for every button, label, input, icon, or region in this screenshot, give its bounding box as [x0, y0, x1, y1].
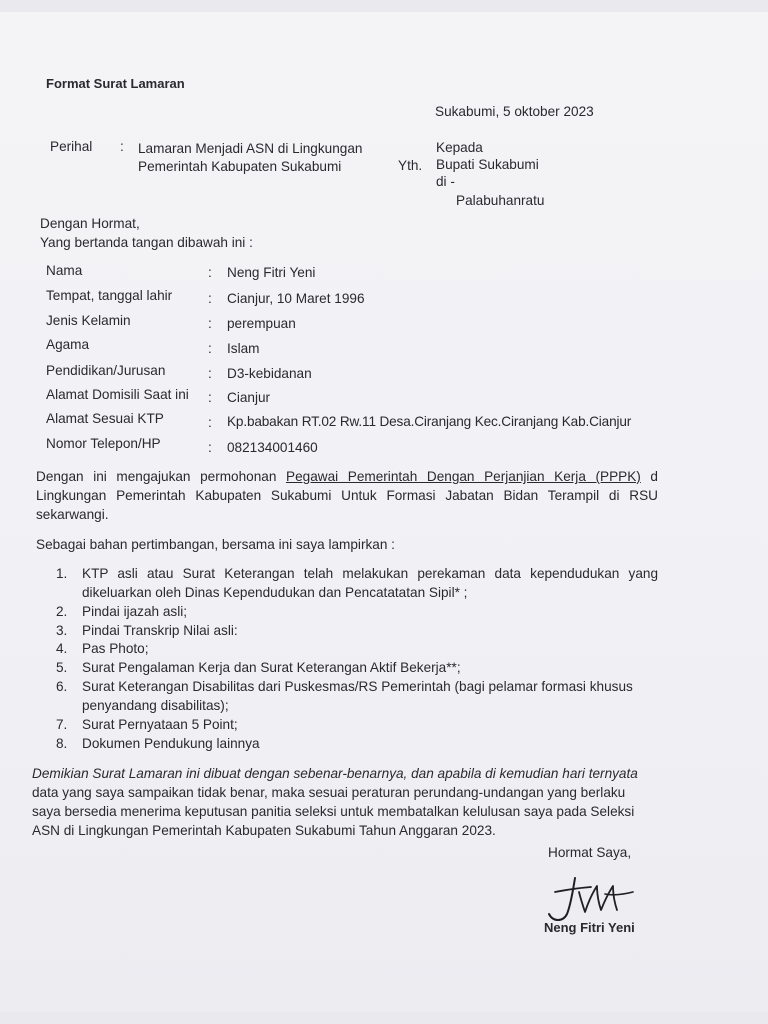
intro-paragraph-line-1: Dengan ini mengajukan permohonan Pegawai Pemerintah Dengan Perjanjian Kerja (PPPK) d — [36, 469, 658, 484]
list-item-number: 8. — [56, 736, 68, 751]
field-value-nama: Neng Fitri Yeni — [227, 265, 316, 280]
list-item-text: Pindai ijazah asli; — [82, 604, 188, 619]
field-colon: : — [208, 316, 212, 331]
letter-page — [0, 12, 768, 1012]
field-label-ttl: Tempat, tanggal lahir — [46, 288, 173, 303]
field-colon: : — [208, 341, 212, 356]
recipient-di: di - — [436, 174, 455, 189]
closing-salutation: Hormat Saya, — [548, 845, 632, 860]
list-item-text-cont: dikeluarkan oleh Dinas Kependudukan dan Pencatatatan Sipil* ; — [82, 585, 468, 600]
closing-paragraph-line-3: saya bersedia menerima keputusan panitia seleksi untuk membatalkan kelulusan saya pada Seleksi — [32, 804, 635, 819]
document-title: Format Surat Lamaran — [46, 76, 185, 91]
field-label-agama: Agama — [46, 337, 90, 352]
recipient-yth: Yth. — [398, 158, 423, 173]
list-item-text: Surat Pernyataan 5 Point; — [82, 717, 238, 732]
closing-paragraph-line-1: Demikian Surat Lamaran ini dibuat dengan sebenar-benarnya, dan apabila di kemudian hari ternyata — [32, 766, 638, 781]
recipient-kepada: Kepada — [436, 140, 483, 155]
list-item-text: Surat Pengalaman Kerja dan Surat Keterangan Aktif Bekerja**; — [82, 660, 461, 675]
field-label-domisili: Alamat Domisili Saat ini — [46, 387, 189, 402]
greeting-intro: Yang bertanda tangan dibawah ini : — [40, 235, 253, 250]
letter-date: Sukabumi, 5 oktober 2023 — [435, 104, 594, 119]
list-item-text: Dokumen Pendukung lainnya — [82, 736, 260, 751]
field-value-domisili: Cianjur — [227, 390, 271, 405]
greeting: Dengan Hormat, — [40, 216, 140, 231]
field-value-telepon: 082134001460 — [227, 440, 318, 455]
field-label-jenis-kelamin: Jenis Kelamin — [46, 313, 131, 328]
perihal-label: Perihal — [50, 139, 93, 154]
field-label-alamat-ktp: Alamat Sesuai KTP — [46, 411, 164, 426]
field-label-nama: Nama — [46, 263, 83, 278]
closing-paragraph-line-4: ASN di Lingkungan Pemerintah Kabupaten Sukabumi Tahun Anggaran 2023. — [32, 823, 496, 838]
list-item-text: Surat Keterangan Disabilitas dari Puskesmas/RS Pemerintah (bagi pelamar formasi khusus — [82, 679, 633, 694]
recipient-name: Bupati Sukabumi — [436, 157, 539, 172]
pppk-underlined: Pegawai Pemerintah Dengan Perjanjian Kerja (PPPK) — [286, 469, 641, 484]
field-colon: : — [208, 390, 212, 405]
signatory-name: Neng Fitri Yeni — [544, 920, 635, 935]
list-item-number: 6. — [56, 679, 68, 694]
field-colon: : — [208, 265, 212, 280]
intro-paragraph-line-3: sekarwangi. — [36, 507, 109, 522]
field-colon: : — [208, 440, 212, 455]
list-item-text: KTP asli atau Surat Keterangan telah melakukan perekaman data kependudukan yang — [82, 566, 658, 581]
list-item-text-cont: penyandang disabilitas); — [82, 698, 229, 713]
list-item-number: 4. — [56, 641, 68, 656]
intro-paragraph-line-2: Lingkungan Pemerintah Kabupaten Sukabumi Untuk Formasi Jabatan Bidan Terampil di RSU — [36, 488, 658, 503]
field-colon: : — [208, 415, 212, 430]
closing-paragraph-line-2: data yang saya sampaikan tidak benar, maka sesuai peraturan perundang-undangan yang berlaku — [32, 785, 626, 800]
field-value-jenis-kelamin: perempuan — [227, 316, 296, 331]
field-label-pendidikan: Pendidikan/Jurusan — [46, 363, 166, 378]
perihal-colon: : — [120, 139, 124, 154]
field-label-telepon: Nomor Telepon/HP — [46, 436, 161, 451]
field-colon: : — [208, 291, 212, 306]
list-item-number: 5. — [56, 660, 68, 675]
field-value-agama: Islam — [227, 341, 260, 356]
list-item-number: 7. — [56, 717, 68, 732]
perihal-line-1: Lamaran Menjadi ASN di Lingkungan — [138, 141, 363, 156]
list-item-text: Pindai Transkrip Nilai asli: — [82, 623, 238, 638]
list-item-number: 2. — [56, 604, 68, 619]
attachments-intro: Sebagai bahan pertimbangan, bersama ini saya lampirkan : — [36, 537, 395, 552]
perihal-line-2: Pemerintah Kabupaten Sukabumi — [138, 159, 342, 174]
list-item-text: Pas Photo; — [82, 641, 149, 656]
list-item-number: 3. — [56, 623, 68, 638]
recipient-place: Palabuhanratu — [456, 193, 545, 208]
field-value-alamat-ktp: Kp.babakan RT.02 Rw.11 Desa.Ciranjang Kec.Ciranjang Kab.Cianjur — [227, 414, 632, 429]
field-colon: : — [208, 366, 212, 381]
field-value-pendidikan: D3-kebidanan — [227, 366, 312, 381]
field-value-ttl: Cianjur, 10 Maret 1996 — [227, 291, 365, 306]
list-item-number: 1. — [56, 566, 68, 581]
